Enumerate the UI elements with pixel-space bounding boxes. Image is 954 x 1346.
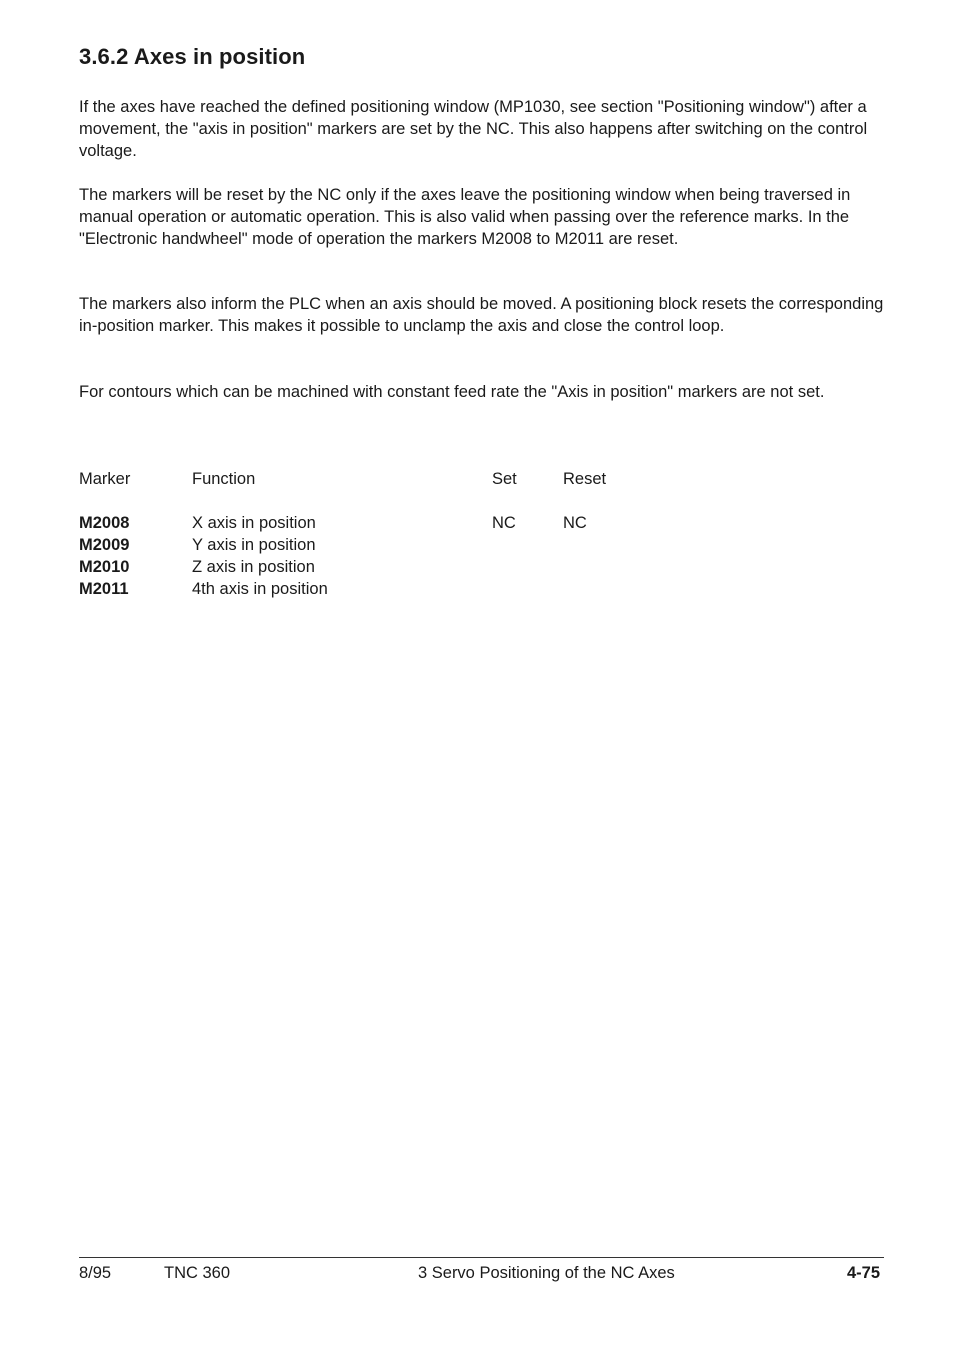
- footer-chapter: 3 Servo Positioning of the NC Axes: [418, 1264, 675, 1282]
- marker-cell: M2009: [79, 536, 130, 554]
- paragraph-plc-inform: The markers also inform the PLC when an axis should be moved. A positioning block resets the corresponding in-position marker. This makes it possible to unclamp the axis and close the control loop.: [79, 295, 884, 335]
- function-cell: 4th axis in position: [192, 580, 328, 598]
- function-cell: Z axis in position: [192, 558, 315, 576]
- function-cell: Y axis in position: [192, 536, 316, 554]
- header-reset: Reset: [563, 470, 607, 488]
- header-marker: Marker: [79, 470, 131, 488]
- reset-cell: NC: [563, 514, 587, 532]
- footer-product: TNC 360: [164, 1264, 231, 1282]
- marker-cell: M2011: [79, 580, 129, 598]
- function-cell: X axis in position: [192, 514, 316, 532]
- paragraph-positioning-window: If the axes have reached the defined positioning window (MP1030, see section "Positioning window") after a movement, the "axis in position" markers are set by the NC. This also happens after switching on the control voltage.: [79, 98, 868, 160]
- footer-date: 8/95: [79, 1264, 112, 1282]
- footer-page-number: 4-75: [846, 1264, 880, 1282]
- paragraph-constant-feed: For contours which can be machined with constant feed rate the "Axis in position" markers are not set.: [79, 383, 825, 401]
- marker-cell: M2010: [79, 558, 130, 576]
- header-function: Function: [192, 470, 256, 488]
- paragraph-marker-reset: The markers will be reset by the NC only if the axes leave the positioning window when being traversed in manual operation or automatic operation. This is also valid when passing over the reference marks. In the "Electronic handwheel" mode of operation the markers M2008 to M2011 are reset.: [79, 186, 851, 248]
- header-set: Set: [492, 470, 517, 488]
- marker-cell: M2008: [79, 514, 130, 532]
- set-cell: NC: [492, 514, 516, 532]
- section-heading: 3.6.2 Axes in position: [79, 44, 306, 69]
- footer-divider: [79, 1257, 884, 1258]
